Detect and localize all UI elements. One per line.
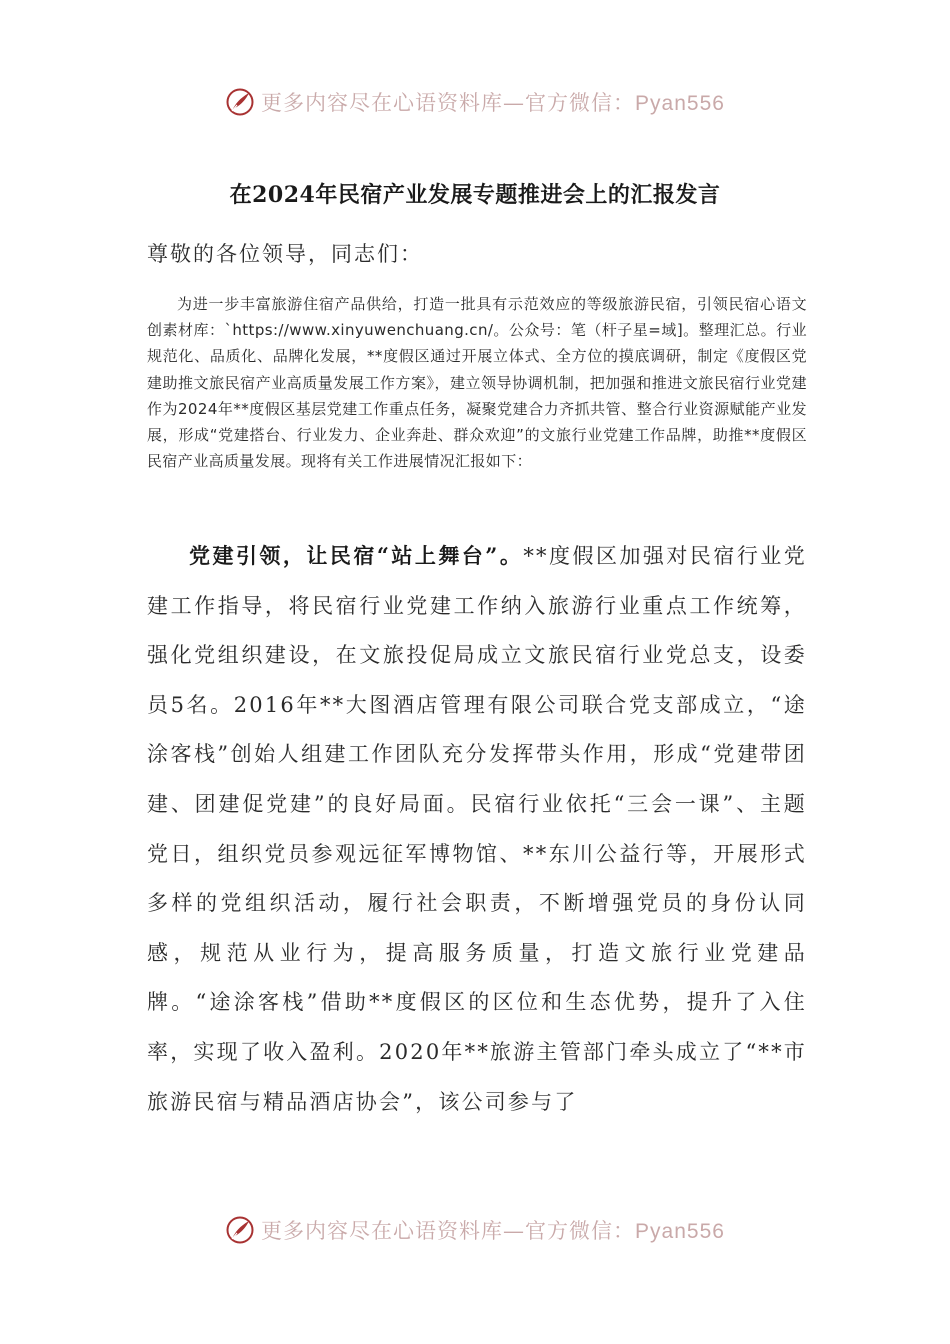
footer-banner: [0, 1210, 950, 1250]
section-1-heading: 党建引领，让民宿“站上舞台”。: [189, 543, 524, 568]
section-1-paragraph: [147, 531, 807, 1127]
document-title: 在2024年民宿产业发展专题推进会上的汇报发言: [229, 182, 721, 208]
wechat-id: Pyan556: [635, 92, 725, 115]
intro-paragraph: 为进一步丰富旅游住宿产品供给，打造一批具有示范效应的等级旅游民宿，引领民宿心语文创素材库：`https://www.xinyuwenchuang.cn/。公众号：笔（杆子星=域]。整理汇总。行业规范化、品质化、品牌化发展，**度假区通过开展立体式、全方位的摸底调研，制定《度假区党建助推文旅民宿产业高质量发展工作方案》，建立领导协调机制，把加强和推进文旅民宿行业党建作为2024年**度假区基层党建工作重点任务，凝聚党建合力齐抓共管、整合行业资源赋能产业发展，形成“党建搭台、行业发力、企业奔赴、群众欢迎”的文旅行业党建工作品牌，助推**度假区民宿产业高质量发展。现将有关工作进展情况汇报如下：: [147, 295, 807, 471]
quill-logo-icon: [225, 87, 255, 117]
header-banner: [0, 82, 950, 122]
salutation: 尊敬的各位领导，同志们：: [147, 242, 423, 266]
quill-logo-icon: [225, 1215, 255, 1245]
banner-text: 更多内容尽在心语资料库—官方微信：Pyan556: [261, 1219, 725, 1243]
banner-text: 更多内容尽在心语资料库—官方微信：Pyan556: [261, 91, 725, 115]
section-1-text: **度假区加强对民宿行业党建工作指导，将民宿行业党建工作纳入旅游行业重点工作统筹，强化党组织建设，在文旅投促局成立文旅民宿行业党总支，设委员5名。2016年**大图酒店管理有限公司联合党支部成立，“途涂客栈”创始人组建工作团队充分发挥带头作用，形成“党建带团建、团建促党建”的良好局面。民宿行业依托“三会一课”、主题党日，组织党员参观远征军博物馆、**东川公益行等，开展形式多样的党组织活动，履行社会职责，不断增强党员的身份认同感，规范从业行为，提高服务质量，打造文旅行业党建品牌。“途涂客栈”借助**度假区的区位和生态优势，提升了入住率，实现了收入盈利。2020年**旅游主管部门牵头成立了“**市旅游民宿与精品酒店协会”，该公司参与了: [147, 544, 807, 1114]
wechat-id: Pyan556: [635, 1220, 725, 1243]
